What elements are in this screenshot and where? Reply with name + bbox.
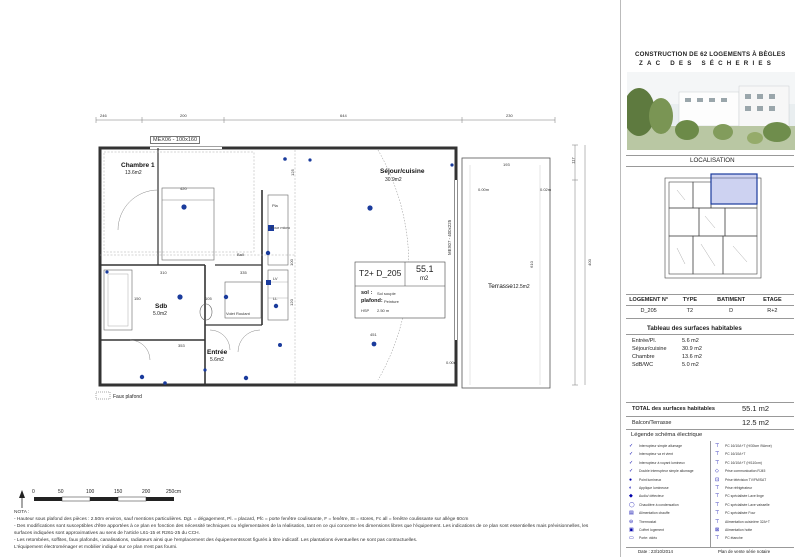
legend-left-label: Alimentation chauffe: [639, 511, 670, 516]
legend-left-label: Interrupteur à voyant lumineux: [639, 460, 685, 465]
legend-right-label: Prise réfrigérateur: [725, 486, 753, 490]
soffit-lines: [100, 150, 295, 383]
legend-left-label: Applique lumineuse: [639, 486, 669, 490]
legend-left-label: Interrupteur simple allumage: [639, 444, 682, 448]
dim-inner-7: 451: [370, 332, 377, 337]
surface-name-3: Chambre: [632, 354, 655, 360]
scale-bar: [19, 490, 174, 508]
scale-tick-50: 50: [58, 489, 64, 495]
dim-inner-1: 420: [180, 186, 187, 191]
fixture-volet: Volet Roulant: [226, 311, 250, 316]
balcon-label: Balcon/Terrasse: [632, 420, 672, 426]
dim-inner-6: 353: [178, 343, 185, 348]
divider-lot-mid: [626, 305, 794, 306]
toilet: [200, 304, 212, 320]
legend-right-icon: ⊤: [715, 510, 720, 517]
nota-line-3: surfaces indiquées sont approximatives au sens de l'article L61-15 et R261-25 du CCH.: [14, 531, 200, 536]
lot-header-etage: ETAGE: [763, 297, 782, 303]
legend-left-icon: ✓: [629, 451, 634, 458]
dim-inner-4: 105: [205, 296, 212, 301]
legend-right-icon: ⊤: [715, 459, 720, 466]
scale-tick-150: 150: [114, 489, 123, 495]
project-rendering: [627, 72, 795, 150]
legend-title: Légende schéma électrique: [631, 432, 703, 438]
nota-line-1: - Hauteur sous plafond des pièces : 2.50m environ, sauf mentions particulières. Dgt. = dégagement, Pl. = placard, Pfc = porte fenêtre coulissante, F = fenêtre, St = stores, Fc all = fenêtre coulissante sur allège 60cm: [14, 517, 469, 522]
legend-right-icon: ⊠: [715, 527, 720, 533]
scale-tick-250: 250cm: [166, 489, 182, 495]
dim-inner-3: 335: [240, 270, 247, 275]
dim-inner-11: 125: [289, 169, 295, 176]
room-area-chambre: 13.6m2: [125, 170, 142, 176]
scale-tick-0: 0: [32, 489, 35, 495]
surface-value-3: 13.6 m2: [682, 354, 702, 360]
dim-inner-13: 120: [288, 299, 294, 306]
bed: [162, 188, 214, 260]
dim-inner-2: 310: [160, 270, 167, 275]
fixture-ll: LL: [273, 296, 278, 301]
project-subtitle: ZAC DES SÉCHERIES: [639, 60, 776, 67]
dim-inner-14: 0.00m: [446, 360, 458, 365]
room-name-sejour: Séjour/cuisine: [380, 168, 425, 175]
legend-left-icon: ●: [629, 476, 633, 483]
legend-left-icon: ⊖: [629, 518, 634, 525]
fixture-four: Four micro: [271, 225, 291, 230]
surface-value-4: 5.0 m2: [682, 362, 699, 368]
legend-right-label: PC 16/10A+T (H/110cm): [725, 460, 762, 465]
faux-plafond-swatch: [96, 392, 110, 399]
dim-right-1: 117: [570, 157, 576, 164]
total-value: 55.1 m2: [742, 404, 770, 413]
scale-tick-200: 200: [142, 489, 151, 495]
lot-header-type: TYPE: [682, 297, 698, 303]
surface-name-4: SdB/WC: [632, 362, 654, 368]
legend-right-label: Prise télévision TV/FM/SAT: [725, 477, 767, 482]
legend-left-label: Porte: vidéo: [639, 536, 658, 541]
dim-inner-5: 150: [134, 296, 141, 301]
lot-value-logement: D_205: [640, 308, 657, 314]
legend-right-icon: ◇: [715, 468, 719, 475]
unit-type-label: T2+ D_205: [359, 268, 402, 278]
plafond-label: plafond:: [361, 298, 383, 304]
legend-left-icon: ◐: [629, 485, 633, 491]
dim-inner-8: 193: [503, 162, 510, 167]
terrace-outline: [462, 158, 550, 388]
legend-right-icon: ⊤: [715, 485, 720, 491]
dimension-chain-top: [96, 117, 555, 123]
legend-left-label: Point lumineux: [639, 477, 662, 482]
footer-date: Date : 23/10/2014: [638, 549, 673, 554]
legend-left-icon: ✓: [629, 443, 634, 449]
unit-area-unit: m2: [420, 276, 429, 282]
dim-top-4: 230: [506, 113, 513, 118]
divider-total-top: [626, 402, 794, 403]
faux-plafond-label: Faux plafond: [113, 394, 142, 400]
room-name-chambre: Chambre 1: [121, 162, 155, 169]
localisation-label: LOCALISATION: [690, 157, 735, 164]
sol-label: sol :: [361, 290, 373, 296]
key-plan-highlight: [711, 174, 757, 204]
divider-localisation-top: [626, 155, 794, 156]
dim-inner-12: 100: [288, 259, 294, 266]
dim-inner-9: 0.00m: [478, 187, 490, 192]
terrace-hatch: [470, 165, 540, 385]
unit-area-value: 55.1: [416, 264, 434, 274]
room-name-terrasse: Terrasse: [488, 283, 513, 290]
legend-left-icon: ▭: [629, 535, 634, 542]
nota-title: NOTA :: [14, 510, 30, 515]
nota-line-5: L'équipement électroménager et mobilier indiqué sur ce plan n'est pas fourni.: [14, 545, 178, 550]
room-name-sdb: Sdb: [155, 303, 168, 310]
divider-lot-bottom: [626, 318, 794, 319]
lot-value-type: T2: [686, 308, 694, 314]
legend-left-label: Audio/ détecteur: [639, 494, 664, 499]
legend-right-label: Prise communication RJ45: [725, 469, 766, 474]
dim-right-3: 400: [586, 259, 592, 266]
legend-left-icon: ✓: [629, 468, 634, 475]
dim-right-2: 610: [528, 261, 534, 268]
legend-right-label: Alimentation hotte: [725, 528, 753, 532]
lot-header-logement: LOGEMENT N°: [629, 297, 669, 303]
legend-left-icon: ▣: [629, 527, 634, 533]
legend-right-label: Alimentation cuisinière 32A+T: [725, 519, 770, 524]
room-area-entree: 5.6m2: [210, 357, 224, 363]
project-title: CONSTRUCTION DE 62 LOGEMENTS À BÈGLES: [635, 51, 786, 58]
legend-right-icon: ⊤: [715, 451, 720, 458]
lot-value-batiment: D: [729, 308, 734, 314]
legend-left-label: Chaudière à condensation: [639, 502, 679, 507]
divider-localisation-bottom: [626, 166, 794, 167]
dim-top-1: 246: [100, 113, 107, 118]
hsp-label: HSP: [361, 308, 370, 313]
sol-value: Sol souple: [377, 291, 396, 296]
fixture-pla: Pla: [272, 203, 278, 208]
divider-total-bottom: [626, 429, 794, 430]
divider-lot-top: [626, 294, 794, 295]
nota-line-2: - Des modifications sont susceptibles d'être apportées à ce plan en fonction des nécessité techniques ou réglementaires de la réalisation, tant en ce qui concerne les dimensions libres que l'équipement. Les indications de ce plan sont essentielles mais prévisionnelles, les: [14, 524, 589, 529]
key-plan: [655, 170, 767, 288]
legend-left-label: Interrupteur va et vient: [639, 452, 673, 457]
window-tag-top: MEX06 - 100x160: [150, 136, 200, 144]
legend-left-icon: ◯: [629, 501, 635, 508]
footer-caption: Plan de vente série notaire: [718, 549, 771, 554]
legend-left-icon: ▤: [629, 510, 634, 517]
dim-top-3: 644: [340, 113, 347, 118]
legend-right-icon: ⊤: [715, 518, 720, 525]
legend-right-label: PC 16/10A+T (H/30cm /9Aexe): [725, 444, 772, 448]
divider-total-mid: [626, 416, 794, 417]
legend-left-icon: ◆: [629, 493, 633, 500]
total-label: TOTAL des surfaces habitables: [632, 406, 716, 412]
legend-right-label: PC spécialisée Lave linge: [725, 494, 764, 499]
lot-table-header: [628, 297, 793, 303]
hsp-value: 2.50 m: [377, 308, 390, 313]
scale-tick-100: 100: [86, 489, 95, 495]
nota-line-4: - Les retombées, soffites, faux plafonds, canalisations, radiateurs ainsi que l'emplacement des équipementssont figurés à titre indicatif. Les plantations éventuelles ne sont pas contractuelles.: [14, 538, 418, 543]
legend-right-icon: ⊤: [715, 535, 720, 542]
legend-right-label: PC étanche: [725, 536, 743, 541]
room-name-entree: Entrée: [207, 349, 228, 356]
room-area-sejour: 30.9m2: [385, 177, 402, 183]
dimension-chain-right: [572, 145, 585, 385]
divider-footer: [626, 547, 794, 548]
surfaces-title: Tableau des surfaces habitables: [647, 325, 742, 332]
legend-left-label: Coffret logement: [639, 528, 665, 532]
legend-right-icon: ⊤: [715, 501, 720, 508]
plafond-value: Peinture: [384, 299, 399, 304]
kitchen-counter: [268, 270, 288, 320]
legend-right-label: PC spécialisée Four: [725, 511, 756, 516]
surface-name-1: Entrée/Pl.: [632, 338, 657, 344]
fixture-ball: Ball: [237, 252, 244, 257]
legend-left-label: Thermostat: [639, 519, 657, 524]
lot-header-batiment: BATIMENT: [717, 297, 746, 303]
window-tag-bay: MEX07 - 400x225: [447, 219, 452, 255]
lot-table-values: [628, 308, 793, 314]
room-area-sdb: 5.0m2: [153, 311, 167, 317]
balcon-value: 12.5 m2: [742, 418, 770, 427]
surface-name-2: Séjour/cuisine: [632, 346, 667, 352]
surface-value-1: 5.6 m2: [682, 338, 699, 344]
surface-value-2: 30.9 m2: [682, 346, 702, 352]
lot-value-etage: R+2: [767, 308, 778, 314]
legend-divider: [710, 441, 711, 547]
legend-right-icon: ⊤: [715, 443, 720, 449]
dim-top-2: 200: [180, 113, 187, 118]
divider-surfaces: [626, 334, 794, 335]
fixture-lv: LV: [273, 276, 278, 281]
legend-right-label: PC 16/10A+T: [725, 452, 746, 457]
legend-right-icon: ⊡: [715, 476, 720, 483]
legend-left-icon: ✓: [629, 459, 634, 466]
legend-right-label: PC spécialisée Lave vaisselle: [725, 502, 770, 507]
room-area-terrasse: 12.5m2: [513, 284, 530, 290]
dim-inner-10: 0.02m: [540, 187, 552, 192]
legend-right-icon: ⊤: [715, 493, 720, 500]
legend-left-label: Double interrupteur simple allumage: [639, 469, 694, 474]
